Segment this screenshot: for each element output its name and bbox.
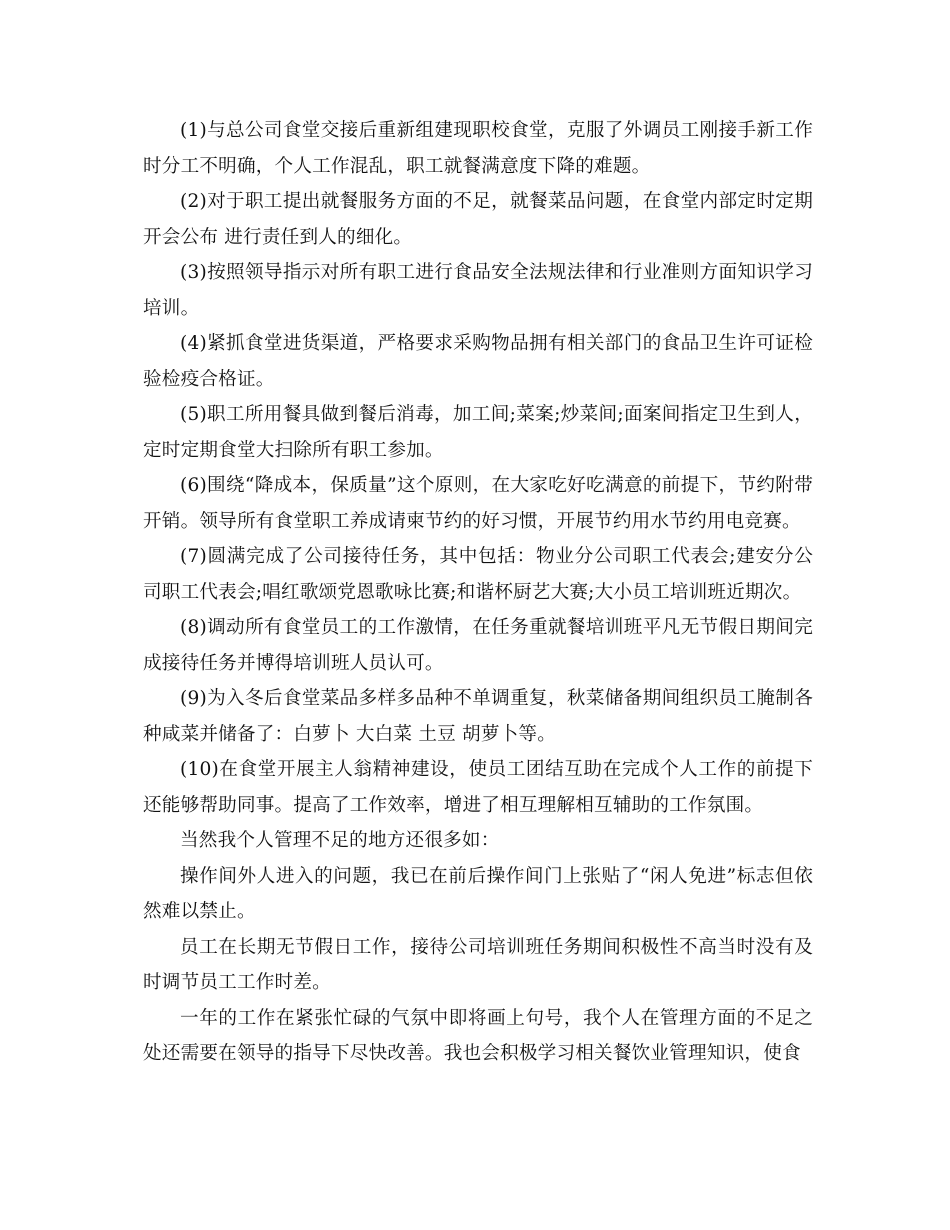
paragraph-item-8: (8)调动所有食堂员工的工作激情，在任务重就餐培训班平凡无节假日期间完成接待任务并博得培训班人员认可。	[143, 617, 813, 674]
paragraph-shortcoming-1: 操作间外人进入的问题，我已在前后操作间门上张贴了“闲人免进”标志但依然难以禁止。	[143, 865, 813, 922]
paragraph-shortcoming-2: 员工在长期无节假日工作，接待公司培训班任务期间积极性不高当时没有及时调节员工工作时差。	[143, 936, 813, 993]
paragraph-item-9: (9)为入冬后食堂菜品多样多品种不单调重复，秋菜储备期间组织员工腌制各种咸菜并储备了：白萝卜 大白菜 土豆 胡萝卜等。	[143, 688, 813, 745]
document-body	[143, 113, 813, 1072]
paragraph-item-2: (2)对于职工提出就餐服务方面的不足，就餐菜品问题，在食堂内部定时定期开会公布 进行责任到人的细化。	[143, 191, 813, 248]
paragraph-shortcomings-intro: 当然我个人管理不足的地方还很多如：	[180, 830, 500, 851]
paragraph-item-5: (5)职工所用餐具做到餐后消毒，加工间;菜案;炒菜间;面案间指定卫生到人，定时定期食堂大扫除所有职工参加。	[143, 404, 813, 461]
paragraph-item-6: (6)围绕“降成本，保质量”这个原则，在大家吃好吃满意的前提下，节约附带开销。领导所有食堂职工养成请柬节约的好习惯，开展节约用水节约用电竞赛。	[143, 475, 813, 532]
paragraph-closing: 一年的工作在紧张忙碌的气氛中即将画上句号，我个人在管理方面的不足之处还需要在领导的指导下尽快改善。我也会积极学习相关餐饮业管理知识，使食	[143, 1007, 813, 1064]
paragraph-item-1: (1)与总公司食堂交接后重新组建现职校食堂，克服了外调员工刚接手新工作时分工不明确，个人工作混乱，职工就餐满意度下降的难题。	[143, 120, 813, 177]
paragraph-item-4: (4)紧抓食堂进货渠道，严格要求采购物品拥有相关部门的食品卫生许可证检验检疫合格证。	[143, 333, 813, 390]
paragraph-item-7: (7)圆满完成了公司接待任务，其中包括：物业分公司职工代表会;建安分公司职工代表会;唱红歌颂党恩歌咏比赛;和谐杯厨艺大赛;大小员工培训班近期次。	[143, 546, 813, 603]
paragraph-item-10: (10)在食堂开展主人翁精神建设，使员工团结互助在完成个人工作的前提下还能够帮助同事。提高了工作效率，增进了相互理解相互辅助的工作氛围。	[143, 759, 813, 816]
paragraph-item-3: (3)按照领导指示对所有职工进行食品安全法规法律和行业准则方面知识学习培训。	[143, 262, 813, 319]
